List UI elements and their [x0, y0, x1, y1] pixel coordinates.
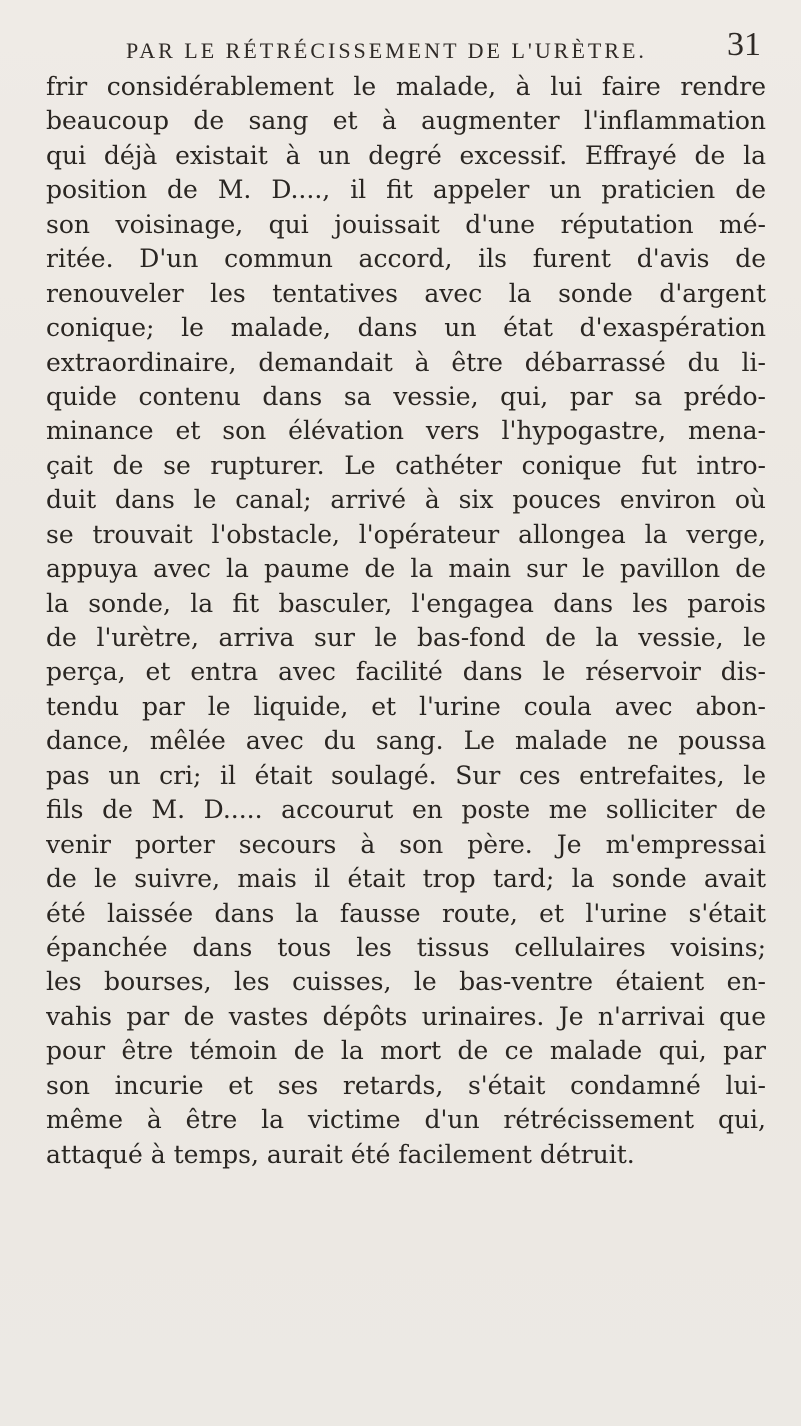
text-line: de le suivre, mais il était trop tard; la sonde avait: [46, 864, 766, 894]
text-line: les bourses, les cuisses, le bas-ventre étaient en-: [46, 967, 766, 997]
text-line: été laissée dans la fausse route, et l'urine s'était: [46, 898, 766, 928]
text-line: duit dans le canal; arrivé à six pouces environ où: [46, 485, 766, 515]
text-line: conique; le malade, dans un état d'exaspération: [46, 313, 766, 343]
text-line: même à être la victime d'un rétrécissement qui,: [46, 1105, 766, 1135]
text-line: dance, mêlée avec du sang. Le malade ne poussa: [46, 726, 766, 756]
text-line: position de M. D...., il fit appeler un praticien de: [46, 175, 766, 205]
text-line: vahis par de vastes dépôts urinaires. Je n'arrivai que: [46, 1001, 766, 1031]
text-line: perça, et entra avec facilité dans le réservoir dis-: [46, 657, 766, 687]
text-line: çait de se rupturer. Le cathéter conique fut intro-: [46, 450, 766, 480]
text-line: venir porter secours à son père. Je m'empressai: [46, 829, 766, 859]
body-text: [46, 70, 766, 1172]
text-line: se trouvait l'obstacle, l'opérateur allongea la verge,: [46, 519, 766, 549]
text-line: extraordinaire, demandait à être débarrassé du li-: [46, 347, 766, 377]
text-line: frir considérablement le malade, à lui faire rendre: [46, 72, 766, 101]
text-line: de l'urètre, arriva sur le bas-fond de la vessie, le: [46, 623, 766, 652]
text-line: son voisinage, qui jouissait d'une réputation mé-: [46, 209, 766, 239]
text-line: renouveler les tentatives avec la sonde d'argent: [46, 278, 766, 308]
text-line: appuya avec la paume de la main sur le pavillon de: [46, 554, 766, 584]
text-line: quide contenu dans sa vessie, qui, par sa prédo-: [46, 381, 766, 411]
text-line: tendu par le liquide, et l'urine coula avec abon-: [46, 691, 766, 721]
text-line: pour être témoin de la mort de ce malade qui, par: [46, 1036, 766, 1066]
text-line: ritée. D'un commun accord, ils furent d'avis de: [46, 244, 766, 274]
page-number: 31: [727, 26, 761, 63]
text-line: qui déjà existait à un degré excessif. Effrayé de la: [46, 140, 766, 170]
text-line: fils de M. D..... accourut en poste me solliciter de: [46, 795, 766, 825]
text-line: minance et son élévation vers l'hypogastre, mena-: [46, 416, 766, 446]
text-line: attaqué à temps, aurait été facilement détruit.: [46, 1139, 635, 1169]
text-line: pas un cri; il était soulagé. Sur ces entrefaites, le: [46, 760, 766, 790]
running-head: [0, 20, 801, 70]
text-line: la sonde, la fit basculer, l'engagea dans les parois: [46, 588, 766, 618]
text-line: beaucoup de sang et à augmenter l'inflammation: [46, 106, 766, 136]
running-title: PAR LE RÉTRÉCISSEMENT DE L'URÈTRE.: [126, 38, 647, 63]
text-line: son incurie et ses retards, s'était condamné lui-: [46, 1070, 766, 1100]
text-line: épanchée dans tous les tissus cellulaires voisins;: [46, 932, 766, 962]
